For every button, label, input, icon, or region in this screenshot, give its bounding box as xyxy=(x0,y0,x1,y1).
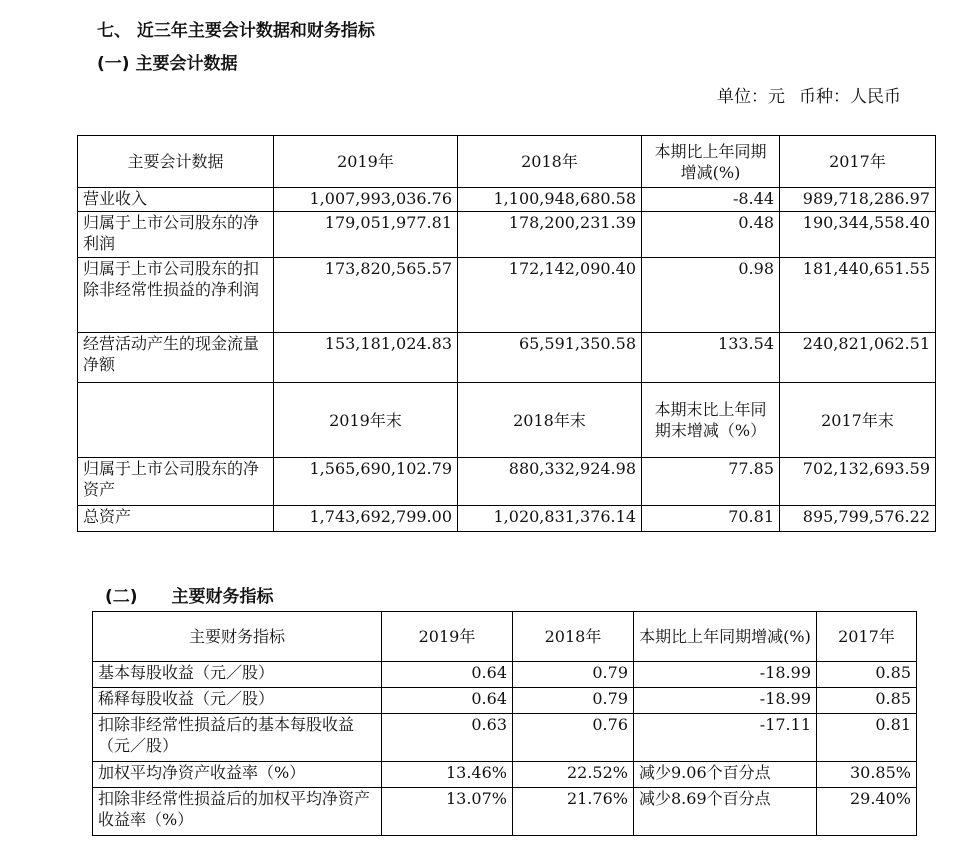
cell-value: 30.85% xyxy=(817,762,917,788)
cell-value: 190,344,558.40 xyxy=(780,212,936,258)
cell-value: 21.76% xyxy=(513,788,634,836)
cell-value: 13.46% xyxy=(382,762,513,788)
cell-value: 0.85 xyxy=(817,688,917,714)
table-row xyxy=(78,458,936,506)
cell-value: 65,591,350.58 xyxy=(458,333,642,383)
cell-value: -18.99 xyxy=(634,688,817,714)
row-label: 扣除非经常性损益后的基本每股收益（元／股） xyxy=(93,714,382,762)
cell-value: 70.81 xyxy=(642,506,780,532)
cell-value: 0.63 xyxy=(382,714,513,762)
cell-value: 0.64 xyxy=(382,662,513,688)
column-header: 2019年 xyxy=(382,612,513,662)
table-row xyxy=(93,662,917,688)
subsection-title-financial-indicators: (二) 主要财务指标 xyxy=(105,587,274,607)
cell-value: 181,440,651.55 xyxy=(780,258,936,333)
column-header: 2018年末 xyxy=(458,383,642,458)
cell-value: 1,565,690,102.79 xyxy=(274,458,458,506)
cell-value: 0.48 xyxy=(642,212,780,258)
row-label: 扣除非经常性损益后的加权平均净资产收益率（%） xyxy=(93,788,382,836)
column-header: 2018年 xyxy=(513,612,634,662)
cell-value: 0.98 xyxy=(642,258,780,333)
table-row xyxy=(93,714,917,762)
row-label: 归属于上市公司股东的扣除非经常性损益的净利润 xyxy=(78,258,274,333)
cell-value: 77.85 xyxy=(642,458,780,506)
table-row xyxy=(78,258,936,333)
cell-value: 172,142,090.40 xyxy=(458,258,642,333)
column-header: 2017年末 xyxy=(780,383,936,458)
table-header-row xyxy=(78,136,936,188)
cell-value: 0.79 xyxy=(513,662,634,688)
cell-value: 133.54 xyxy=(642,333,780,383)
column-header: 2019年末 xyxy=(274,383,458,458)
cell-value: 702,132,693.59 xyxy=(780,458,936,506)
row-label: 营业收入 xyxy=(78,188,274,212)
table-row xyxy=(93,762,917,788)
cell-value: 173,820,565.57 xyxy=(274,258,458,333)
column-header: 主要财务指标 xyxy=(93,612,382,662)
row-label: 基本每股收益（元／股） xyxy=(93,662,382,688)
cell-value: 989,718,286.97 xyxy=(780,188,936,212)
cell-value: 240,821,062.51 xyxy=(780,333,936,383)
cell-value: 0.76 xyxy=(513,714,634,762)
table-row xyxy=(93,688,917,714)
table-row xyxy=(78,506,936,532)
cell-value: 895,799,576.22 xyxy=(780,506,936,532)
cell-value: 880,332,924.98 xyxy=(458,458,642,506)
cell-value: 153,181,024.83 xyxy=(274,333,458,383)
row-label: 归属于上市公司股东的净利润 xyxy=(78,212,274,258)
cell-value: 29.40% xyxy=(817,788,917,836)
cell-value: 178,200,231.39 xyxy=(458,212,642,258)
cell-value: 1,743,692,799.00 xyxy=(274,506,458,532)
column-header xyxy=(78,383,274,458)
cell-value: 减少9.06个百分点 xyxy=(634,762,817,788)
cell-value: 13.07% xyxy=(382,788,513,836)
row-label: 稀释每股收益（元／股） xyxy=(93,688,382,714)
cell-value: 179,051,977.81 xyxy=(274,212,458,258)
cell-value: -8.44 xyxy=(642,188,780,212)
cell-value: -17.11 xyxy=(634,714,817,762)
column-header: 本期比上年同期增减(%) xyxy=(642,136,780,188)
table-row xyxy=(78,188,936,212)
subsection-title-accounting-data: (一) 主要会计数据 xyxy=(97,54,238,74)
cell-value: 0.81 xyxy=(817,714,917,762)
cell-value: 0.79 xyxy=(513,688,634,714)
row-label: 经营活动产生的现金流量净额 xyxy=(78,333,274,383)
cell-value: 减少8.69个百分点 xyxy=(634,788,817,836)
column-header: 本期末比上年同期末增减（%） xyxy=(642,383,780,458)
cell-value: 0.64 xyxy=(382,688,513,714)
row-label: 归属于上市公司股东的净资产 xyxy=(78,458,274,506)
cell-value: 0.85 xyxy=(817,662,917,688)
cell-value: 1,020,831,376.14 xyxy=(458,506,642,532)
cell-value: 1,007,993,036.76 xyxy=(274,188,458,212)
column-header: 2017年 xyxy=(817,612,917,662)
column-header: 2019年 xyxy=(274,136,458,188)
table-row xyxy=(78,333,936,383)
row-label: 加权平均净资产收益率（%） xyxy=(93,762,382,788)
row-label: 总资产 xyxy=(78,506,274,532)
cell-value: -18.99 xyxy=(634,662,817,688)
table-header-row xyxy=(93,612,917,662)
cell-value: 22.52% xyxy=(513,762,634,788)
column-header: 2018年 xyxy=(458,136,642,188)
section-title: 七、 近三年主要会计数据和财务指标 xyxy=(97,21,375,41)
accounting-data-table xyxy=(77,135,936,532)
unit-line xyxy=(717,82,901,107)
financial-indicators-table xyxy=(92,611,917,836)
column-header: 本期比上年同期增减(%) xyxy=(634,612,817,662)
column-header: 主要会计数据 xyxy=(78,136,274,188)
table-row xyxy=(78,212,936,258)
table-subheader-row xyxy=(78,383,936,458)
table-row xyxy=(93,788,917,836)
cell-value: 1,100,948,680.58 xyxy=(458,188,642,212)
unit-label: 单位：元 xyxy=(717,87,785,107)
column-header: 2017年 xyxy=(780,136,936,188)
currency-label: 币种：人民币 xyxy=(799,87,901,107)
